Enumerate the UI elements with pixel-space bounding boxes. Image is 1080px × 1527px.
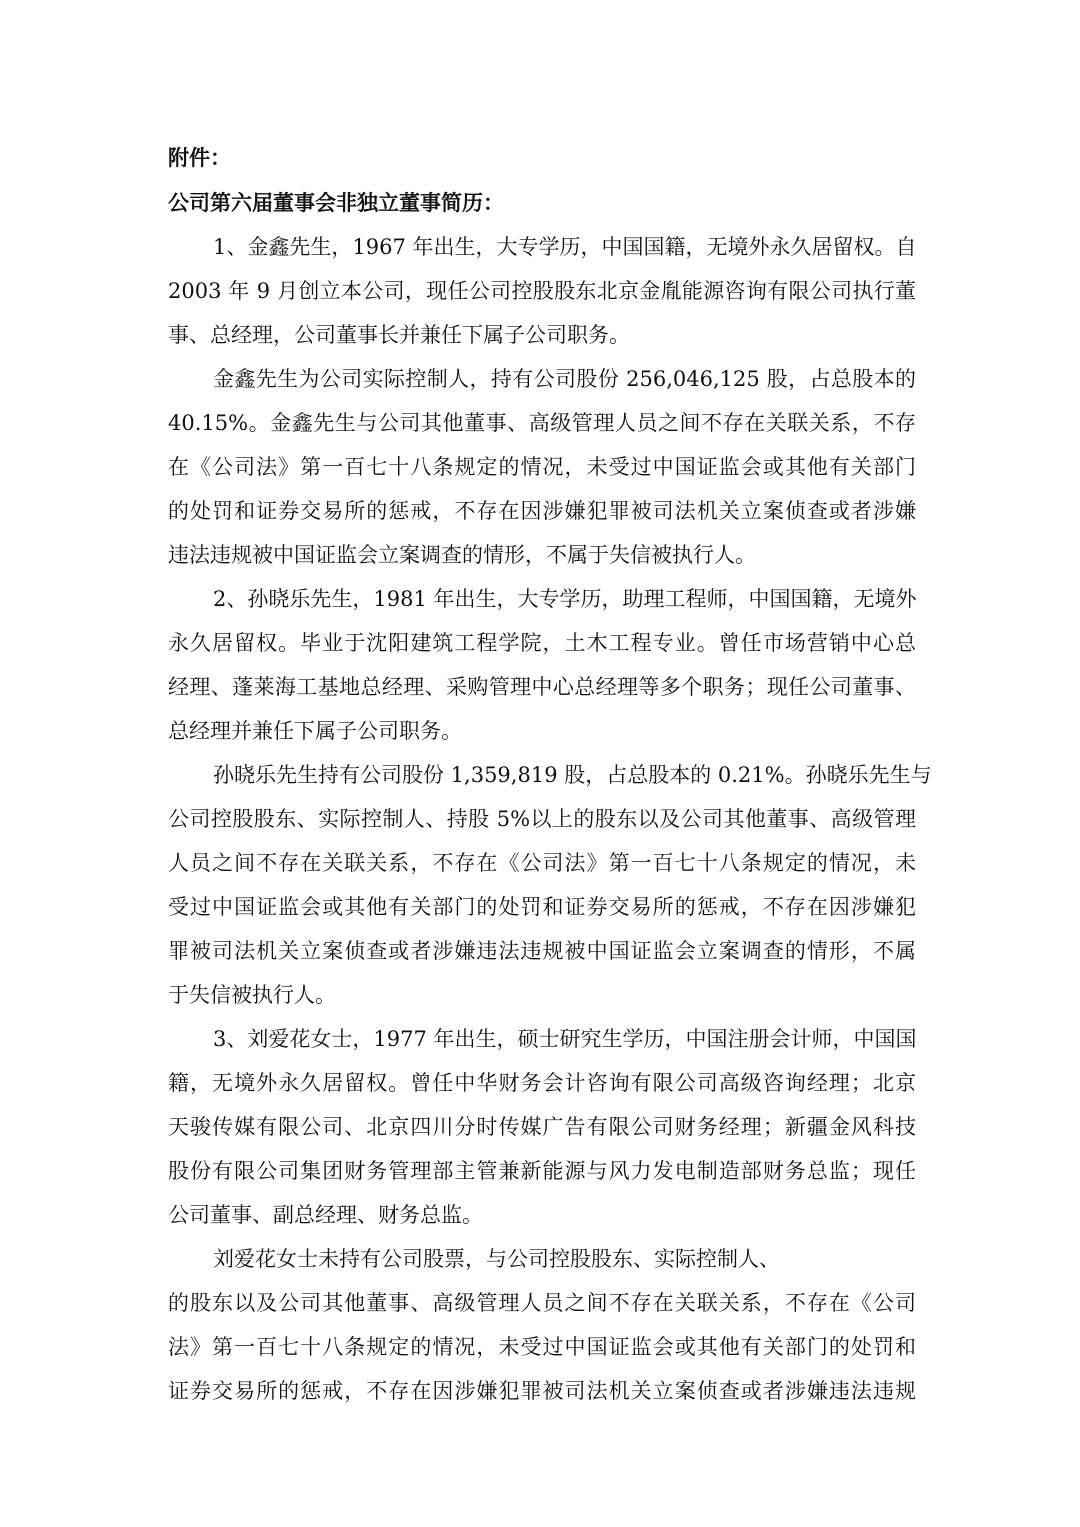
paragraph-line: 天骏传媒有限公司、北京四川分时传媒广告有限公司财务经理；新疆金风科技 [168,1115,916,1139]
paragraph-line: 1、金鑫先生，1967 年出生，大专学历，中国国籍，无境外永久居留权。自 [213,235,917,259]
paragraph-line: 经理、蓬莱海工基地总经理、采购管理中心总经理等多个职务；现任公司董事、 [168,675,916,699]
paragraph-line: 公司董事、副总经理、财务总监。 [168,1203,483,1227]
paragraph-line: 股份有限公司集团财务管理部主管兼新能源与风力发电制造部财务总监；现任 [168,1159,916,1183]
paragraph-line: 于失信被执行人。 [168,983,336,1007]
paragraph-line: 2、孙晓乐先生，1981 年出生，大专学历，助理工程师，中国国籍，无境外 [213,587,917,611]
paragraph-line: 罪被司法机关立案侦查或者涉嫌违法违规被中国证监会立案调查的情形，不属 [168,939,916,963]
paragraph-line: 刘爱花女士未持有公司股票，与公司控股股东、实际控制人、 [213,1247,780,1271]
paragraph-line: 的处罚和证券交易所的惩戒，不存在因涉嫌犯罪被司法机关立案侦查或者涉嫌 [168,499,916,523]
paragraph-line: 证券交易所的惩戒，不存在因涉嫌犯罪被司法机关立案侦查或者涉嫌违法违规 [168,1379,916,1403]
paragraph-line: 金鑫先生为公司实际控制人，持有公司股份 256,046,125 股，占总股本的 [213,367,916,391]
paragraph-line: 2003 年 9 月创立本公司，现任公司控股股东北京金胤能源咨询有限公司执行董 [168,279,916,303]
paragraph-line: 违法违规被中国证监会立案调查的情形，不属于失信被执行人。 [168,543,756,567]
section-title: 公司第六届董事会非独立董事简历： [168,191,504,215]
paragraph-line: 孙晓乐先生持有公司股份 1,359,819 股，占总股本的 0.21%。孙晓乐先生与 [213,763,932,787]
paragraph-line: 永久居留权。毕业于沈阳建筑工程学院，土木工程专业。曾任市场营销中心总 [168,631,916,655]
paragraph-line: 受过中国证监会或其他有关部门的处罚和证券交易所的惩戒，不存在因涉嫌犯 [168,895,916,919]
paragraph-line: 3、刘爱花女士，1977 年出生，硕士研究生学历，中国注册会计师，中国国 [213,1027,917,1051]
paragraph-line: 籍，无境外永久居留权。曾任中华财务会计咨询有限公司高级咨询经理；北京 [168,1071,916,1095]
paragraph-line: 人员之间不存在关联关系，不存在《公司法》第一百七十八条规定的情况，未 [168,851,916,875]
paragraph-line: 公司控股股东、实际控制人、持股 5%以上的股东以及公司其他董事、高级管理 [168,807,916,831]
paragraph-line: 总经理并兼任下属子公司职务。 [168,719,462,743]
paragraph-line: 事、总经理，公司董事长并兼任下属子公司职务。 [168,323,630,347]
paragraph-line: 在《公司法》第一百七十八条规定的情况，未受过中国证监会或其他有关部门 [168,455,916,479]
paragraph-line: 法》第一百七十八条规定的情况，未受过中国证监会或其他有关部门的处罚和 [168,1335,916,1359]
attachment-label: 附件： [168,146,231,170]
paragraph-line: 40.15%。金鑫先生与公司其他董事、高级管理人员之间不存在关联关系，不存 [168,411,916,435]
paragraph-line: 的股东以及公司其他董事、高级管理人员之间不存在关联关系，不存在《公司 [168,1291,916,1315]
